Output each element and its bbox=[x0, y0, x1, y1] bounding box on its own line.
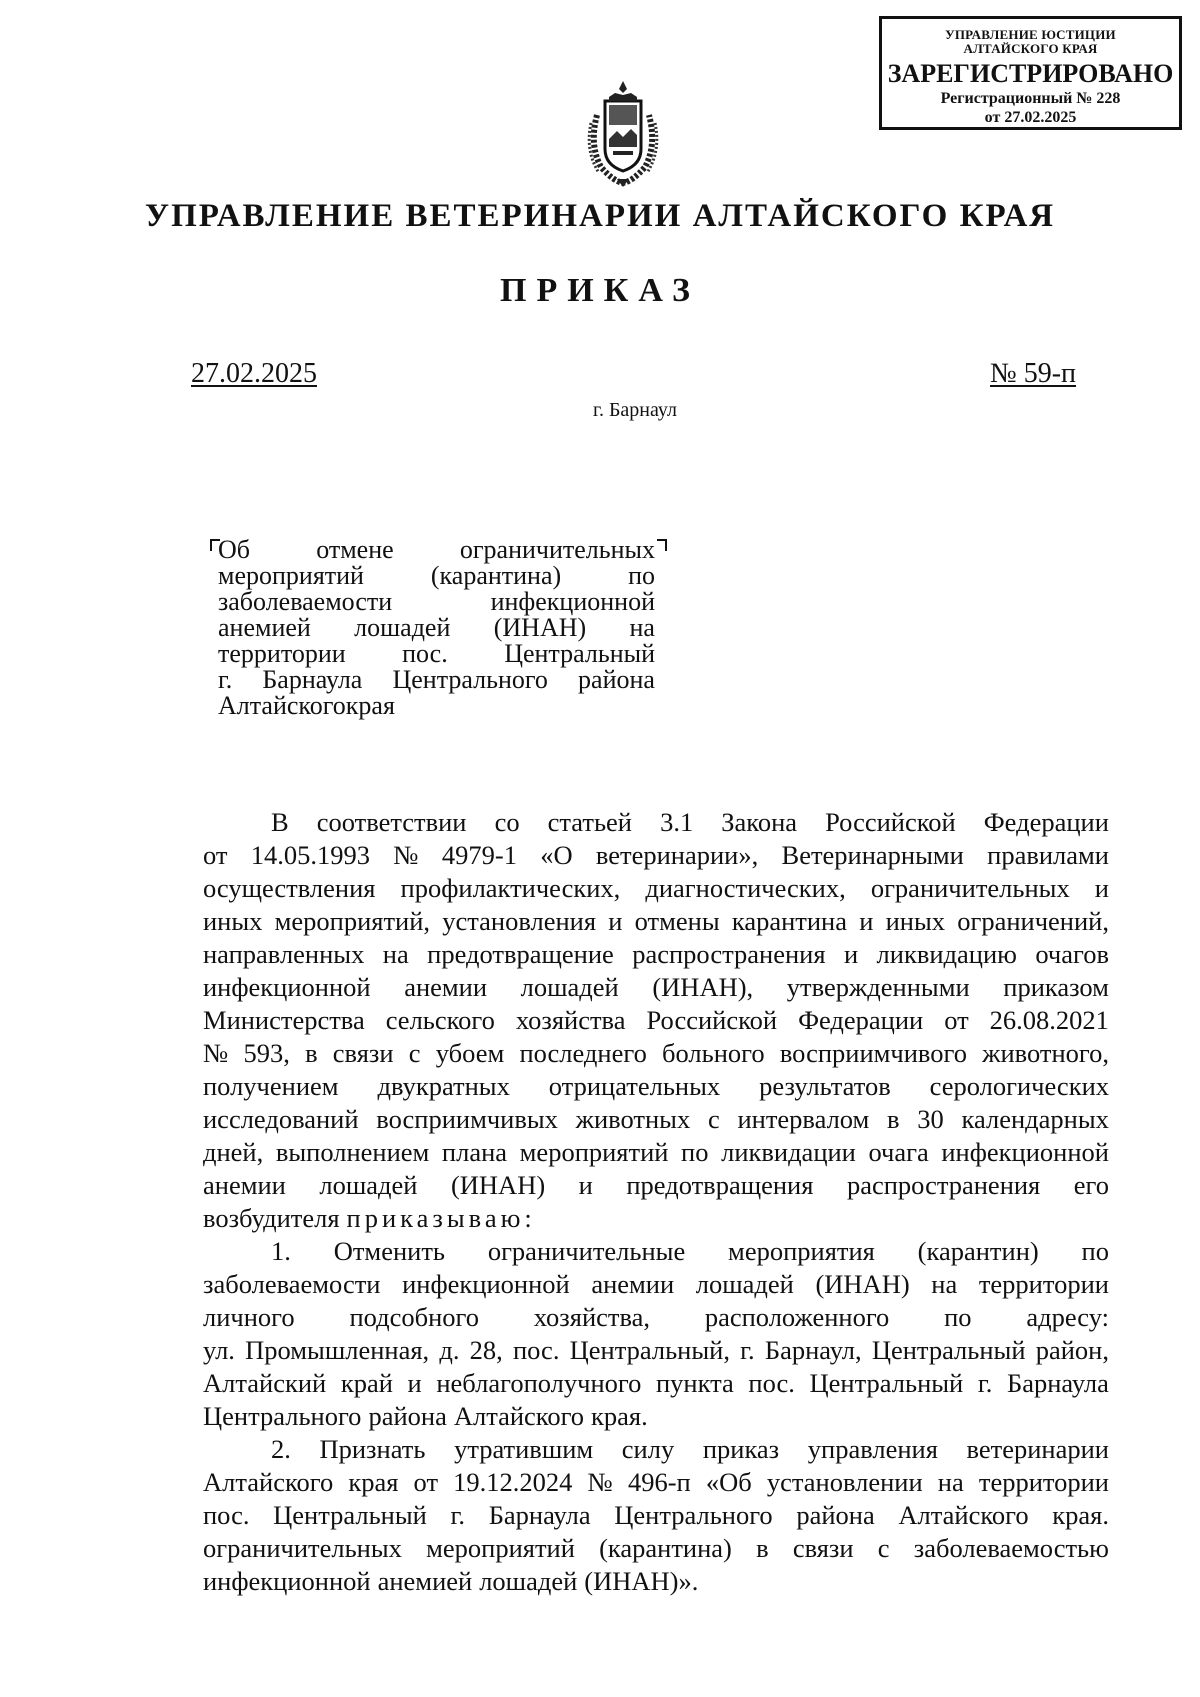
body-word: с bbox=[877, 1533, 890, 1563]
subject-line bbox=[218, 641, 655, 667]
body-word: д. bbox=[439, 1335, 460, 1365]
body-word: Федерации bbox=[798, 1005, 924, 1035]
body-word: очага bbox=[868, 1137, 929, 1167]
body-word: инфекционной bbox=[203, 972, 371, 1002]
body-line bbox=[203, 1070, 1109, 1103]
body-word: Закона bbox=[721, 807, 798, 837]
subject-word: района bbox=[578, 665, 655, 694]
subject-line bbox=[218, 537, 655, 563]
body-word: пункта bbox=[655, 1368, 734, 1398]
body-word: 593, bbox=[243, 1038, 290, 1068]
body-word: с bbox=[408, 1038, 421, 1068]
body-word: мероприятий bbox=[519, 1137, 669, 1167]
body-word: «Об bbox=[705, 1467, 752, 1497]
body-word: (ИНАН) bbox=[815, 1269, 910, 1299]
body-word: инфекционной bbox=[941, 1137, 1109, 1167]
body-word: 496-п bbox=[627, 1467, 691, 1497]
body-word: расположенного bbox=[704, 1302, 890, 1332]
subject-word: инфекционной bbox=[490, 587, 655, 616]
body-word: № bbox=[393, 840, 419, 870]
body-word: 2. bbox=[271, 1434, 291, 1464]
body-word: серологических bbox=[929, 1071, 1109, 1101]
body-word: территории bbox=[978, 1467, 1109, 1497]
body-word: ограничений, bbox=[957, 906, 1109, 936]
body-line bbox=[203, 1499, 1109, 1532]
body-word: 19.12.2024 bbox=[453, 1467, 573, 1497]
body-line bbox=[203, 1136, 1109, 1169]
body-line bbox=[203, 1037, 1109, 1070]
body-word: Российской bbox=[646, 1005, 778, 1035]
document-type: ПРИКАЗ bbox=[500, 272, 700, 309]
body-word: от bbox=[944, 1005, 969, 1035]
body-word: заболеваемости bbox=[203, 1269, 381, 1299]
body-word: возбудителя bbox=[203, 1203, 340, 1233]
stamp-reg-date: от 27.02.2025 bbox=[984, 109, 1077, 126]
registration-stamp bbox=[879, 16, 1182, 130]
body-word: правилами bbox=[987, 840, 1109, 870]
body-word: распространения bbox=[846, 1170, 1041, 1200]
body-word: Министерства bbox=[203, 1005, 365, 1035]
body-word: мероприятий bbox=[426, 1533, 575, 1563]
body-word: края bbox=[348, 1467, 399, 1497]
body-word: Ветеринарными bbox=[781, 840, 964, 870]
body-word: с bbox=[707, 1104, 720, 1134]
body-word: управления bbox=[807, 1434, 938, 1464]
body-word: Российской bbox=[825, 807, 956, 837]
body-word: интервалом bbox=[737, 1104, 870, 1134]
body-word: от bbox=[413, 1467, 439, 1497]
body-word: и bbox=[843, 939, 859, 969]
body-word: по bbox=[681, 1137, 709, 1167]
subject-word: заболеваемости bbox=[218, 587, 393, 616]
body-line bbox=[203, 839, 1109, 872]
organization-title: УПРАВЛЕНИЕ ВЕТЕРИНАРИИ АЛТАЙСКОГО КРАЯ bbox=[144, 198, 1056, 234]
body-word: Признать bbox=[319, 1434, 426, 1464]
body-word: приказываю: bbox=[346, 1203, 536, 1233]
body-word: последнего bbox=[519, 1038, 647, 1068]
subject-word: (ИНАН) bbox=[493, 613, 587, 642]
body-word: приказ bbox=[702, 1434, 780, 1464]
body-word: № bbox=[587, 1467, 613, 1497]
body-word: по bbox=[944, 1302, 972, 1332]
body-word: плана bbox=[441, 1137, 508, 1167]
body-word: анемии bbox=[404, 972, 488, 1002]
body-word: Центральный bbox=[809, 1368, 964, 1398]
body-word: Барнаул, bbox=[764, 1335, 862, 1365]
subject-line bbox=[218, 693, 655, 719]
body-word: на bbox=[382, 939, 409, 969]
body-word: Центральный bbox=[871, 1335, 1026, 1365]
subject-word: Об bbox=[218, 535, 251, 564]
body-word: отмены bbox=[634, 906, 720, 936]
body-word: сельского bbox=[385, 1005, 495, 1035]
body-word: животного, bbox=[982, 1038, 1109, 1068]
body-word: иных bbox=[885, 906, 945, 936]
body-word: заболеваемостью bbox=[913, 1533, 1109, 1563]
body-word: животных bbox=[575, 1104, 691, 1134]
body-word: 30 bbox=[917, 1104, 944, 1134]
body-word: в bbox=[756, 1533, 769, 1563]
body-word: инфекционной bbox=[402, 1269, 570, 1299]
body-word: г. bbox=[977, 1368, 993, 1398]
body-word: личного bbox=[203, 1302, 295, 1332]
body-word: утратившим bbox=[454, 1434, 594, 1464]
body-word: и bbox=[859, 906, 874, 936]
body-word: силу bbox=[621, 1434, 675, 1464]
body-line bbox=[203, 1004, 1109, 1037]
body-word: со bbox=[494, 807, 520, 837]
body-word: Барнаула bbox=[488, 1500, 591, 1530]
body-word: Барнаула bbox=[1007, 1368, 1109, 1398]
document-body bbox=[203, 806, 1109, 1598]
stamp-status: ЗАРЕГИСТРИРОВАНО bbox=[887, 59, 1174, 88]
body-word: осуществления bbox=[203, 873, 376, 903]
body-word: района bbox=[796, 1500, 875, 1530]
body-word: ограничительных bbox=[203, 1533, 402, 1563]
document-number: № 59-п bbox=[990, 358, 1077, 389]
body-word: 14.05.1993 bbox=[250, 840, 371, 870]
body-word: получением bbox=[203, 1071, 339, 1101]
body-word: подсобного bbox=[349, 1302, 479, 1332]
body-word: район, bbox=[1035, 1335, 1109, 1365]
body-word: отрицательных bbox=[548, 1071, 721, 1101]
body-line bbox=[203, 1565, 1109, 1598]
body-word: результатов bbox=[759, 1071, 891, 1101]
body-line bbox=[203, 1202, 1109, 1235]
body-word: связи bbox=[332, 1038, 394, 1068]
body-word: (ИНАН), bbox=[652, 972, 754, 1002]
subject-word: Алтайского bbox=[218, 691, 346, 720]
subject-word: края bbox=[345, 691, 395, 720]
body-word: Центральный, bbox=[569, 1335, 730, 1365]
body-word: восприимчивых bbox=[376, 1104, 558, 1134]
subject-word: на bbox=[629, 613, 655, 642]
body-line bbox=[203, 1466, 1109, 1499]
body-word: выполнением bbox=[275, 1137, 430, 1167]
body-word: ликвидации bbox=[721, 1137, 856, 1167]
body-word: адресу: bbox=[1026, 1302, 1109, 1332]
body-word: В bbox=[271, 807, 289, 837]
body-word: Алтайский bbox=[203, 1368, 327, 1398]
subject-word: по bbox=[628, 561, 655, 590]
body-line bbox=[203, 1301, 1109, 1334]
body-word: неблагополучного bbox=[436, 1368, 642, 1398]
body-word: очагов bbox=[1035, 939, 1109, 969]
body-word: 4979-1 bbox=[441, 840, 517, 870]
body-word: предотвращения bbox=[626, 1170, 814, 1200]
body-word: Федерации bbox=[983, 807, 1109, 837]
subject-word: Барнаула bbox=[262, 665, 363, 694]
body-word: ликвидацию bbox=[876, 939, 1017, 969]
body-word: связи bbox=[792, 1533, 854, 1563]
body-word: г. bbox=[450, 1500, 466, 1530]
body-word: убоем bbox=[435, 1038, 505, 1068]
body-line bbox=[203, 1268, 1109, 1301]
stamp-authority-line1: УПРАВЛЕНИЕ ЮСТИЦИИ bbox=[945, 27, 1116, 42]
body-word: Центрального bbox=[614, 1500, 773, 1530]
body-word: направленных bbox=[203, 939, 365, 969]
body-word: Алтайского bbox=[898, 1500, 1029, 1530]
subject-word: пос. bbox=[402, 639, 448, 668]
body-word: Алтайского bbox=[203, 1467, 334, 1497]
subject-word: мероприятий bbox=[218, 561, 364, 590]
subject-word: (карантина) bbox=[430, 561, 562, 590]
body-word: ограничительных bbox=[870, 873, 1070, 903]
body-word: пос. bbox=[203, 1500, 250, 1530]
body-line bbox=[203, 938, 1109, 971]
body-line bbox=[203, 971, 1109, 1004]
body-word: карантина bbox=[731, 906, 847, 936]
body-word: профилактических, bbox=[400, 873, 621, 903]
body-word: иных bbox=[203, 906, 263, 936]
body-word: Алтайского bbox=[453, 1401, 585, 1431]
subject-bracket-right bbox=[657, 539, 667, 551]
stamp-reg-number: Регистрационный № 228 bbox=[940, 90, 1121, 107]
body-word: в bbox=[887, 1104, 900, 1134]
body-word: Отменить bbox=[333, 1236, 445, 1266]
body-word: приказом bbox=[1003, 972, 1109, 1002]
body-word: № bbox=[203, 1038, 229, 1068]
body-word: соответствии bbox=[316, 807, 467, 837]
body-word: 1. bbox=[271, 1236, 291, 1266]
body-word: лошадей bbox=[695, 1269, 794, 1299]
body-word: исследований bbox=[203, 1104, 359, 1134]
body-line bbox=[203, 1367, 1109, 1400]
body-word: лошадей bbox=[520, 972, 619, 1002]
subject-word: отмене bbox=[316, 535, 394, 564]
body-word: Центральный bbox=[273, 1500, 427, 1530]
body-word: двукратных bbox=[377, 1071, 510, 1101]
body-word: г. bbox=[740, 1335, 755, 1365]
document-city: г. Барнаул bbox=[593, 399, 677, 421]
body-line bbox=[203, 1169, 1109, 1202]
body-word: (ИНАН) bbox=[450, 1170, 546, 1200]
body-word: 26.08.2021 bbox=[989, 1005, 1109, 1035]
body-word: распространения bbox=[632, 939, 826, 969]
body-word: края. bbox=[1052, 1500, 1109, 1530]
subject-word: Центрального bbox=[392, 665, 548, 694]
body-word: на bbox=[931, 1269, 958, 1299]
body-word: в bbox=[305, 1038, 318, 1068]
body-word: анемии bbox=[203, 1170, 286, 1200]
body-word: и bbox=[1094, 873, 1109, 903]
body-word: анемией bbox=[377, 1566, 473, 1596]
body-word: его bbox=[1073, 1170, 1109, 1200]
body-line bbox=[203, 1334, 1109, 1367]
subject-line bbox=[218, 563, 655, 589]
body-word: на bbox=[937, 1467, 964, 1497]
body-word: ветеринарии bbox=[966, 1434, 1109, 1464]
stamp-authority-line2: АЛТАЙСКОГО КРАЯ bbox=[963, 41, 1098, 56]
subject-word: лошадей bbox=[354, 613, 451, 642]
body-word: и bbox=[608, 906, 623, 936]
body-word: Промышленная, bbox=[245, 1335, 430, 1365]
body-word: от bbox=[203, 840, 228, 870]
body-word: хозяйства bbox=[515, 1005, 626, 1035]
body-line bbox=[203, 872, 1109, 905]
body-word: (карантина) bbox=[599, 1533, 732, 1563]
body-line bbox=[203, 1103, 1109, 1136]
coat-of-arms-icon bbox=[579, 75, 667, 189]
body-word: инфекционной bbox=[203, 1566, 371, 1596]
body-word: территории bbox=[978, 1269, 1109, 1299]
body-word: анемии bbox=[591, 1269, 675, 1299]
body-word: календарных bbox=[961, 1104, 1109, 1134]
body-word: лошадей bbox=[319, 1170, 418, 1200]
body-word: мероприятий, bbox=[274, 906, 431, 936]
body-word: предотвращение bbox=[427, 939, 614, 969]
body-word: ветеринарии», bbox=[595, 840, 759, 870]
body-word: ул. bbox=[203, 1335, 235, 1365]
body-word: диагностических, bbox=[645, 873, 846, 903]
body-word: дней, bbox=[203, 1137, 264, 1167]
body-word: (ИНАН)». bbox=[584, 1566, 699, 1596]
body-word: пос. bbox=[748, 1368, 795, 1398]
body-word: края. bbox=[591, 1401, 648, 1431]
body-word: больного bbox=[662, 1038, 765, 1068]
body-word: ограничительные bbox=[487, 1236, 686, 1266]
body-word: край bbox=[340, 1368, 393, 1398]
body-word: и bbox=[578, 1170, 593, 1200]
body-line bbox=[203, 1400, 1109, 1433]
body-word: «О bbox=[540, 840, 573, 870]
body-word: 3.1 bbox=[660, 807, 694, 837]
subject-line bbox=[218, 667, 655, 693]
subject-word: Центральный bbox=[504, 639, 655, 668]
subject-line bbox=[218, 589, 655, 615]
document-subject bbox=[218, 537, 655, 719]
body-word: утвержденными bbox=[786, 972, 970, 1002]
body-word: и bbox=[407, 1368, 422, 1398]
body-line bbox=[203, 1532, 1109, 1565]
body-word: установлении bbox=[766, 1467, 923, 1497]
subject-word: анемией bbox=[218, 613, 311, 642]
body-word: по bbox=[1081, 1236, 1109, 1266]
body-word: Центрального bbox=[203, 1401, 362, 1431]
subject-word: территории bbox=[218, 639, 346, 668]
body-word: пос. bbox=[512, 1335, 560, 1365]
subject-line bbox=[218, 615, 655, 641]
body-word: восприимчивого bbox=[779, 1038, 967, 1068]
body-word: 28, bbox=[469, 1335, 503, 1365]
body-word: установления bbox=[442, 906, 597, 936]
body-word: хозяйства, bbox=[533, 1302, 651, 1332]
body-word: района bbox=[368, 1401, 447, 1431]
document-date: 27.02.2025 bbox=[191, 358, 317, 389]
body-line bbox=[203, 1433, 1109, 1466]
subject-word: ограничительных bbox=[459, 535, 655, 564]
body-line bbox=[203, 1235, 1109, 1268]
body-line bbox=[203, 806, 1109, 839]
body-word: статьей bbox=[547, 807, 632, 837]
subject-word: г. bbox=[218, 665, 233, 694]
body-word: лошадей bbox=[479, 1566, 578, 1596]
body-word: мероприятия bbox=[728, 1236, 875, 1266]
body-line bbox=[203, 905, 1109, 938]
body-word: (карантин) bbox=[917, 1236, 1039, 1266]
